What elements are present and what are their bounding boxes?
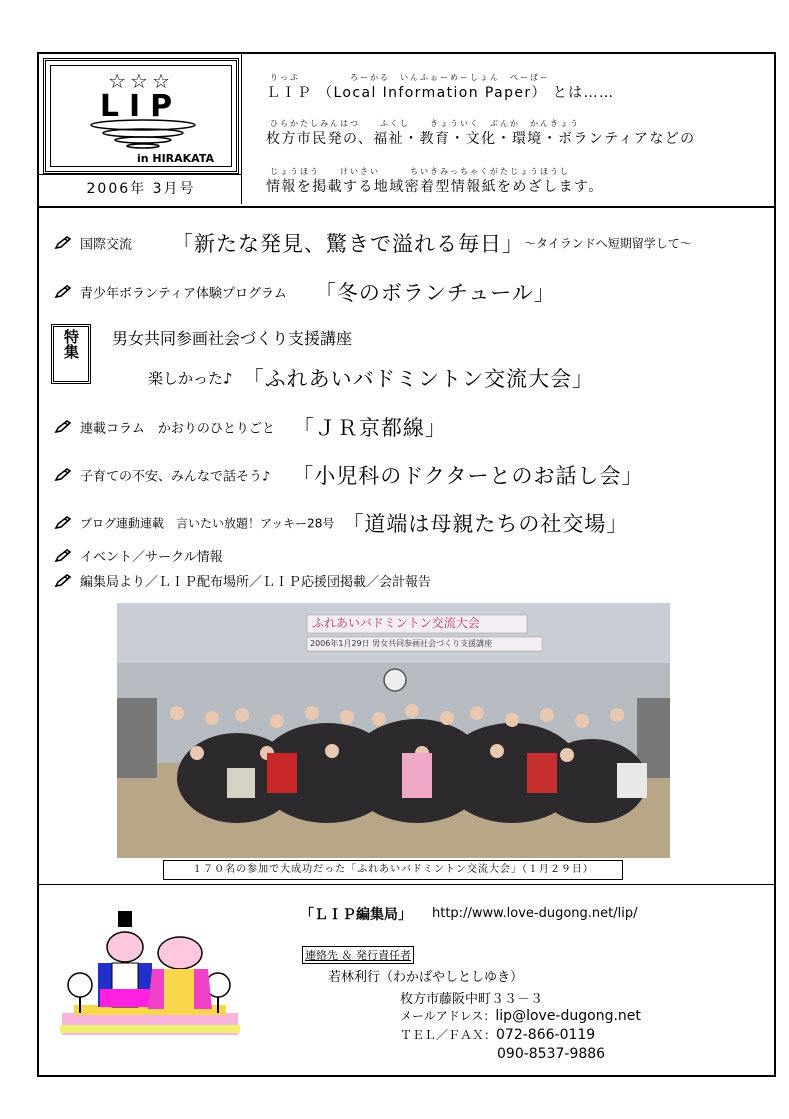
divider bbox=[39, 174, 241, 175]
logo-stars: ☆☆☆ bbox=[108, 69, 174, 93]
toc-item bbox=[54, 545, 223, 565]
contact-label: 連絡先 ＆ 発行責任者 bbox=[302, 946, 414, 964]
toc-note: ～タイランドへ短期留学して～ bbox=[524, 236, 692, 251]
pencil-icon bbox=[54, 420, 72, 434]
toc-category: 連載コラム かおりのひとりごと bbox=[80, 421, 275, 437]
toc-category: イベント／サークル情報 bbox=[80, 550, 223, 565]
toc-category: 男女共同参画社会づくり支援講座 bbox=[112, 329, 353, 348]
toc-title: 「新たな発見、驚きで溢れる毎日」 bbox=[172, 232, 525, 256]
website-link[interactable]: http://www.love-dugong.net/lip/ bbox=[432, 906, 638, 921]
lip-logo bbox=[43, 58, 239, 174]
feature-badge bbox=[51, 324, 91, 384]
toc-item bbox=[54, 508, 628, 538]
intro-ruby: じょうほう けいさい ちいきみっちゃくがたじょうほうし bbox=[270, 167, 570, 176]
pencil-icon bbox=[54, 549, 72, 563]
hina-doll-icon bbox=[60, 905, 245, 1040]
intro-ruby: りっぷ ろーかる いんふぉーめーしょん ぺーぱー bbox=[270, 73, 550, 82]
pencil-icon bbox=[54, 285, 72, 299]
tel-number: 072-866-0119 bbox=[496, 1027, 596, 1043]
intro-line: 情報を掲載する地域密着型情報紙をめざします。 bbox=[266, 179, 604, 195]
toc-category: 編集局より／ＬＩＰ配布場所／ＬＩＰ応援団掲載／会計報告 bbox=[80, 575, 432, 590]
photo-banner: ふれあいバドミントン交流大会 bbox=[312, 616, 480, 630]
intro-line: ＬＩＰ （Local Information Paper） とは…… bbox=[266, 85, 615, 101]
intro-ruby: ひらかたしみんはつ ふくし きょういく ぶんか かんきょう bbox=[270, 119, 580, 128]
mail-label: メールアドレス： bbox=[400, 1009, 496, 1023]
org-name: 「ＬＩＰ編集局」 bbox=[300, 907, 412, 923]
toc-item bbox=[54, 228, 692, 258]
footer-divider bbox=[39, 884, 776, 885]
toc-item bbox=[54, 460, 643, 490]
contact-name: 若林利行（わかばやしとしゆき） bbox=[328, 970, 524, 985]
divider bbox=[241, 54, 242, 204]
photo-banner-sub: 2006年1月29日 男女共同参画社会づくり支援講座 bbox=[310, 639, 493, 648]
logo-subtitle: in HIRAKATA bbox=[136, 152, 214, 165]
toc-item bbox=[54, 412, 447, 442]
toc-title: 「冬のボランチュール」 bbox=[314, 281, 556, 305]
toc-title: 「道端は母親たちの社交場」 bbox=[342, 512, 629, 536]
issue-date: 2006年 3月号 bbox=[86, 181, 196, 197]
toc-title: 「ふれあいバドミントン交流大会」 bbox=[242, 367, 595, 391]
toc-item bbox=[148, 363, 594, 393]
mobile-number: 090-8537-9886 bbox=[497, 1046, 606, 1062]
contact-address: 枚方市藤阪中町３３－３ bbox=[400, 992, 544, 1007]
toc-lead: 楽しかった♪ bbox=[148, 369, 233, 388]
header-divider bbox=[39, 206, 776, 208]
pencil-icon bbox=[54, 574, 72, 588]
toc-category: 青少年ボランティア体験プログラム bbox=[80, 286, 287, 302]
toc-item bbox=[54, 570, 431, 590]
mail-row bbox=[400, 1007, 641, 1024]
logo-text: LIP bbox=[99, 89, 183, 124]
photo-caption: １７０名の参加で大成功だった「ふれあいバドミントン交流大会」（１月２９日） bbox=[163, 860, 623, 880]
pencil-icon bbox=[54, 516, 72, 530]
toc-category: ブログ連動連載 言いたい放題！アッキー28号 bbox=[80, 516, 335, 531]
toc-category: 子育ての不安、みんなで話そう♪ bbox=[80, 469, 271, 485]
pencil-icon bbox=[54, 468, 72, 482]
feature-badge-text: 特集 bbox=[62, 329, 80, 359]
toc-title: 「小児科のドクターとのお話し会」 bbox=[292, 464, 644, 488]
logo-rings-icon bbox=[88, 119, 198, 155]
mail-link[interactable]: lip@love-dugong.net bbox=[495, 1008, 641, 1024]
tel-row bbox=[400, 1026, 595, 1043]
tel-label: ＴＥＬ／ＦＡＸ： bbox=[400, 1028, 497, 1042]
toc-item bbox=[54, 277, 556, 307]
pencil-icon bbox=[54, 236, 72, 250]
toc-title: 「ＪＲ京都線」 bbox=[292, 416, 447, 440]
intro-line: 枚方市民発の、福祉・教育・文化・環境・ボランティアなどの bbox=[266, 131, 696, 147]
toc-category: 国際交流 bbox=[80, 237, 133, 253]
